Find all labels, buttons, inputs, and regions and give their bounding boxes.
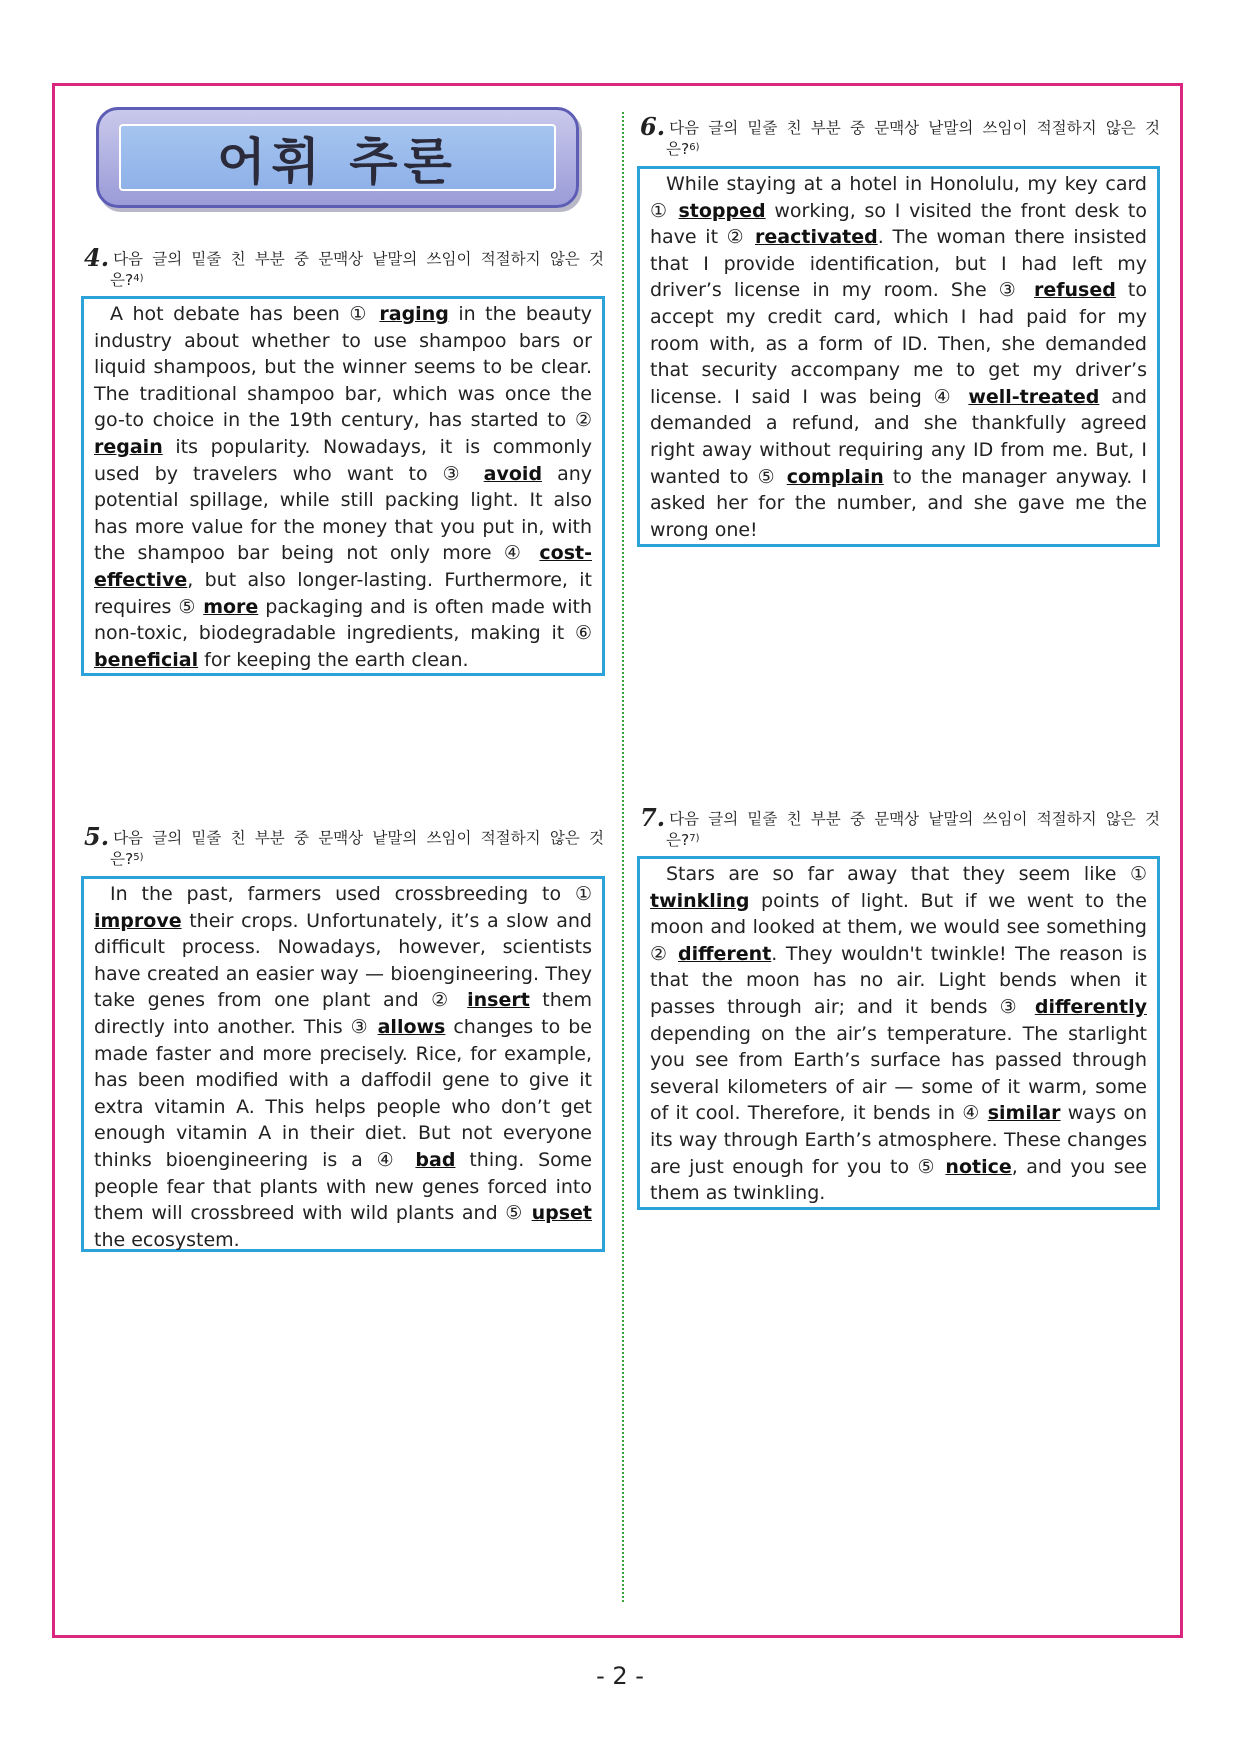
section-title: 어휘 추론 [217, 132, 458, 191]
footnote-marker: 6) [689, 142, 700, 153]
question-prompt: 다음 글의 밑줄 친 부분 중 문맥상 낱말의 쓰임이 적절하지 않은 것 [669, 119, 1160, 137]
passage-text: them directly into another. This ③ [94, 989, 592, 1038]
passage-text: the ecosystem. [94, 1228, 240, 1251]
underlined-word: insert [467, 989, 530, 1012]
question-6-heading [640, 112, 1160, 160]
question-prompt: 다음 글의 밑줄 친 부분 중 문맥상 낱말의 쓰임이 적절하지 않은 것 [113, 829, 604, 847]
passage-text: A hot debate has been ① [110, 303, 380, 325]
question-4-passage [81, 296, 605, 676]
passage-text: and demanded a refund, and she thankfully agreed right away without requiring any ID from me. But, I wanted to ⑤ [650, 385, 1147, 488]
footnote-marker: 5) [133, 852, 144, 863]
underlined-word: beneficial [94, 648, 199, 671]
passage-text: points of light. But if we went to the moon and looked at them, we would see something ② [650, 889, 1147, 965]
underlined-word: improve [94, 909, 182, 932]
underlined-word: avoid [483, 462, 543, 485]
question-prompt: 다음 글의 밑줄 친 부분 중 문맥상 낱말의 쓰임이 적절하지 않은 것 [669, 810, 1160, 828]
passage-text: their crops. Unfortunately, it’s a slow and difficult process. Nowadays, however, scientists have created an easier way — bioengineering. They take genes from one plant and ② [94, 909, 592, 1012]
underlined-word: differently [1034, 995, 1147, 1018]
footnote-marker: 4) [133, 273, 144, 284]
footnote-marker: 7) [689, 833, 700, 844]
passage-text: in the beauty industry about whether to use shampoo bars or liquid shampoos, but the winner seems to be clear. The traditional shampoo bar, which was once the go-to choice in the 19th century, has started to ② [94, 303, 593, 432]
column-divider [622, 112, 624, 1602]
passage-text: Stars are so far away that they seem like ① [666, 863, 1147, 885]
passage-text: working, so I visited the front desk to have it ② [650, 199, 1147, 249]
question-7-passage [637, 856, 1160, 1210]
question-number: 7. [640, 803, 666, 832]
underlined-word: different [678, 942, 772, 965]
underlined-word: stopped [678, 199, 766, 222]
question-prompt: 다음 글의 밑줄 친 부분 중 문맥상 낱말의 쓰임이 적절하지 않은 것 [113, 250, 604, 268]
underlined-word: reactivated [755, 226, 878, 249]
question-prompt-end: 은? [110, 271, 134, 289]
passage-text: any potential spillage, while still packing light. It also has more value for the money that you put in, with the shampoo bar being not only more ④ [94, 462, 593, 565]
underlined-word: similar [987, 1102, 1061, 1125]
section-banner [96, 107, 579, 208]
question-number: 6. [640, 112, 666, 141]
section-banner-inner [119, 124, 556, 191]
underlined-word: notice [945, 1155, 1012, 1178]
page-number: - 2 - [596, 1662, 644, 1690]
question-prompt-end: 은? [110, 850, 134, 868]
underlined-word: well-treated [968, 385, 1100, 408]
underlined-word: more [203, 595, 259, 618]
passage-text: ways on its way through Earth’s atmosphere. These changes are just enough for you to ⑤ [650, 1102, 1147, 1178]
question-6-passage [637, 166, 1160, 547]
question-prompt-end: 은? [666, 140, 690, 158]
passage-text: While staying at a hotel in Honolulu, my key card ① [650, 173, 1147, 222]
passage-text: changes to be made faster and more precisely. Rice, for example, has been modified with a daffodil gene to give it extra vitamin A. This helps people who don’t get enough vitamin A in their diet. But not everyone thinks bioengineering is a ④ [94, 1015, 592, 1171]
passage-text: for keeping the earth clean. [198, 648, 469, 671]
underlined-word: upset [531, 1202, 592, 1225]
underlined-word: bad [415, 1148, 456, 1171]
question-number: 4. [84, 243, 110, 272]
passage-text: . They wouldn't twinkle! The reason is that the moon has no air. Light bends when it passes through air; and it bends ③ [650, 942, 1147, 1018]
question-5-passage [81, 876, 605, 1252]
underlined-word: allows [377, 1015, 446, 1038]
question-number: 5. [84, 822, 110, 851]
question-4-heading [84, 243, 604, 291]
passage-text: , and you see them as twinkling. [650, 1155, 1148, 1205]
passage-text: thing. Some people fear that plants with new genes forced into them will crossbreed with wild plants and ⑤ [94, 1148, 592, 1225]
question-prompt-end: 은? [666, 831, 690, 849]
underlined-word: raging [379, 303, 449, 325]
passage-text: to the manager anyway. I asked her for the number, and she gave me the wrong one! [650, 465, 1147, 541]
passage-text: . The woman there insisted that I provide identification, but I had left my driver’s license in my room. She ③ [650, 226, 1147, 302]
passage-text: to accept my credit card, which I had paid for my room with, as a form of ID. Then, she demanded that security accompany me to get my driver’s license. I said I was being ④ [650, 279, 1147, 408]
underlined-word: regain [94, 435, 163, 458]
underlined-word: complain [786, 465, 884, 488]
passage-text: packaging and is often made with non-toxic, biodegradable ingredients, making it ⑥ [94, 595, 593, 645]
question-7-heading [640, 803, 1160, 851]
passage-text: depending on the air’s temperature. The starlight you see from Earth’s surface has passed through several kilometers of air — some of it warm, some of it cool. Therefore, it bends in ④ [650, 1022, 1147, 1125]
underlined-word: cost-effective [94, 542, 592, 591]
underlined-word: refused [1033, 279, 1116, 302]
passage-text: , but also longer-lasting. Furthermore, it requires ⑤ [94, 568, 592, 618]
underlined-word: twinkling [650, 889, 750, 912]
passage-text: its popularity. Nowadays, it is commonly used by travelers who want to ③ [94, 435, 592, 485]
passage-text: In the past, farmers used crossbreeding to ① [110, 883, 592, 905]
question-5-heading [84, 822, 604, 870]
